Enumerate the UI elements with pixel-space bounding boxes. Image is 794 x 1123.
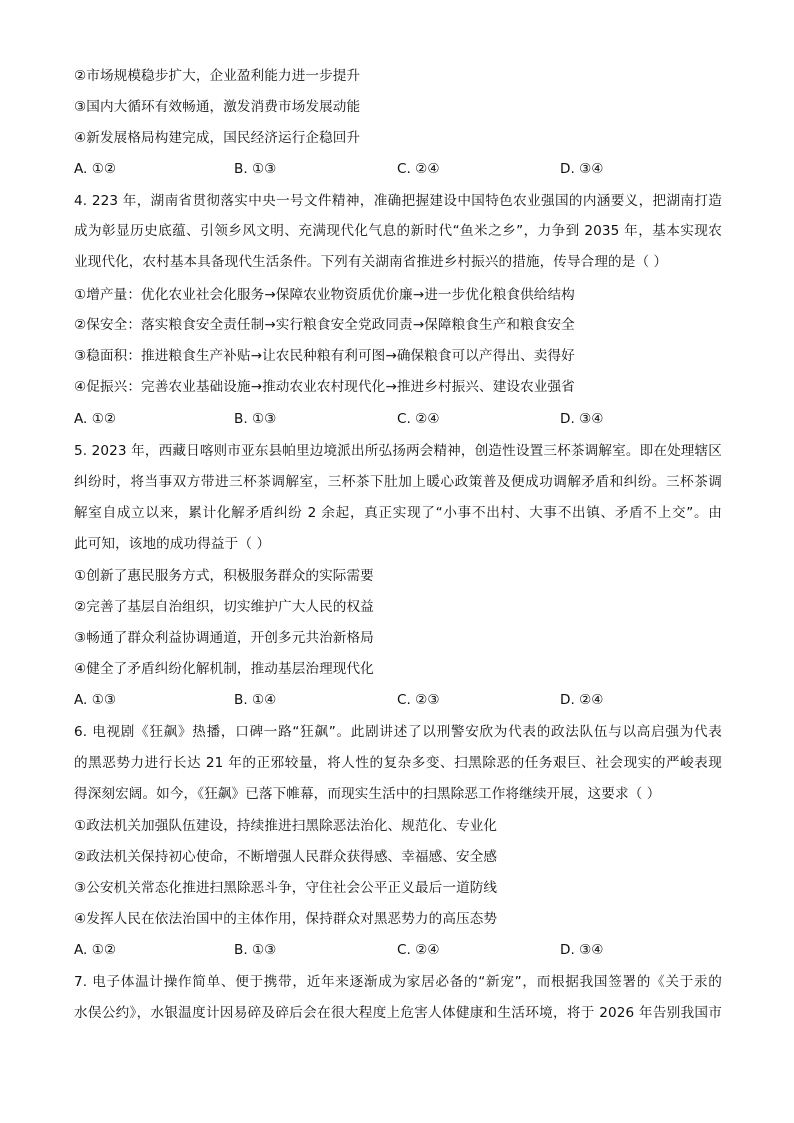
q4-stem-line-2: 成为彰显历史底蕴、引领乡风文明、充满现代化气息的新时代“鱼米之乡”，力争到 2035 年，基本实现农: [74, 223, 722, 239]
q4-option-c[interactable]: C. ②④: [397, 411, 440, 427]
q5-stem-line-3: 解室自成立以来，累计化解矛盾纠纷 2 余起，真正实现了“小事不出村、大事不出镇、矛盾不上交”。由: [74, 505, 722, 521]
q4-option-d[interactable]: D. ③④: [560, 411, 604, 427]
q4-option-b[interactable]: B. ①③: [234, 411, 277, 427]
q4-statement-4: ④促振兴：完善农业基础设施→推动农业农村现代化→推进乡村振兴、建设农业强省: [74, 379, 575, 395]
q5-options: [74, 691, 634, 709]
q3-options: [74, 160, 634, 178]
q3-option-a[interactable]: A. ①②: [74, 161, 117, 177]
q6-option-b[interactable]: B. ①③: [234, 942, 277, 958]
q3-option-c[interactable]: C. ②④: [397, 161, 440, 177]
q5-statement-1: ①创新了惠民服务方式，积极服务群众的实际需要: [74, 568, 374, 584]
q4-statement-2: ②保安全：落实粮食安全责任制→实行粮食安全党政同责→保障粮食生产和粮食安全: [74, 317, 575, 333]
q6-statement-2: ②政法机关保持初心使命，不断增强人民群众获得感、幸福感、安全感: [74, 849, 498, 865]
q3-option-b[interactable]: B. ①③: [234, 161, 277, 177]
q5-stem-line-2: 纠纷时，将当事双方带进三杯茶调解室，三杯茶下肚加上暖心政策普及便成功调解矛盾和纠纷。三杯茶调: [74, 474, 722, 490]
q4-option-a[interactable]: A. ①②: [74, 411, 117, 427]
q3-statement-2: ②市场规模稳步扩大，企业盈利能力进一步提升: [74, 68, 361, 84]
q6-options: [74, 941, 634, 959]
q3-statement-3: ③国内大循环有效畅通，激发消费市场发展动能: [74, 99, 361, 115]
q4-stem-line-1: 4. 223 年，湖南省贯彻落实中央一号文件精神，准确把握建设中国特色农业强国的内涵要义，把湖南打造: [74, 193, 722, 209]
q3-option-d[interactable]: D. ③④: [560, 161, 604, 177]
q4-stem-line-3: 业现代化，农村基本具备现代生活条件。下列有关湖南省推进乡村振兴的措施，传导合理的是（ ）: [74, 254, 668, 270]
q6-option-c[interactable]: C. ②④: [397, 942, 440, 958]
q5-option-d[interactable]: D. ②④: [560, 692, 604, 708]
q6-stem-line-3: 得深刻宏阔。如今，《狂飙》已落下帷幕，而现实生活中的扫黑除恶工作将继续开展，这要求（ ）: [74, 786, 661, 802]
q6-statement-4: ④发挥人民在依法治国中的主体作用，保持群众对黑恶势力的高压态势: [74, 911, 498, 927]
q6-statement-3: ③公安机关常态化推进扫黑除恶斗争，守住社会公平正义最后一道防线: [74, 880, 498, 896]
q6-statement-1: ①政法机关加强队伍建设，持续推进扫黑除恶法治化、规范化、专业化: [74, 818, 498, 834]
q5-option-c[interactable]: C. ②③: [397, 692, 440, 708]
q5-statement-3: ③畅通了群众利益协调通道，开创多元共治新格局: [74, 630, 374, 646]
q6-option-d[interactable]: D. ③④: [560, 942, 604, 958]
q7-stem-line-2: 水俣公约》，水银温度计因易碎及碎后会在很大程度上危害人体健康和生活环境，将于 2026 年告别我国市: [74, 1005, 722, 1021]
q3-statement-4: ④新发展格局构建完成，国民经济运行企稳回升: [74, 130, 361, 146]
q6-option-a[interactable]: A. ①②: [74, 942, 117, 958]
q6-stem-line-1: 6. 电视剧《狂飙》热播，口碑一路“狂飙”。此剧讲述了以刑警安欣为代表的政法队伍与以高启强为代表: [74, 724, 722, 740]
q4-statement-1: ①增产量：优化农业社会化服务→保障农业物资质优价廉→进一步优化粮食供给结构: [74, 287, 575, 303]
q5-statement-4: ④健全了矛盾纠纷化解机制，推动基层治理现代化: [74, 661, 374, 677]
q5-option-b[interactable]: B. ①④: [234, 692, 277, 708]
q5-statement-2: ②完善了基层自治组织，切实维护广大人民的权益: [74, 599, 374, 615]
q5-stem-line-4: 此可知，该地的成功得益于（ ）: [74, 536, 271, 552]
q5-stem-line-1: 5. 2023 年，西藏日喀则市亚东县帕里边境派出所弘扬两会精神，创造性设置三杯茶调解室。即在处理辖区: [74, 443, 722, 459]
q6-stem-line-2: 的黑恶势力进行长达 21 年的正邪较量，将人性的复杂多变、扫黑除恶的任务艰巨、社会现实的严峻表现: [74, 755, 722, 771]
q7-stem-line-1: 7. 电子体温计操作简单、便于携带，近年来逐渐成为家居必备的“新宠”，而根据我国签署的《关于汞的: [74, 974, 722, 990]
q5-option-a[interactable]: A. ①③: [74, 692, 117, 708]
q4-options: [74, 410, 634, 428]
q4-statement-3: ③稳面积：推进粮食生产补贴→让农民种粮有利可图→确保粮食可以产得出、卖得好: [74, 348, 575, 364]
